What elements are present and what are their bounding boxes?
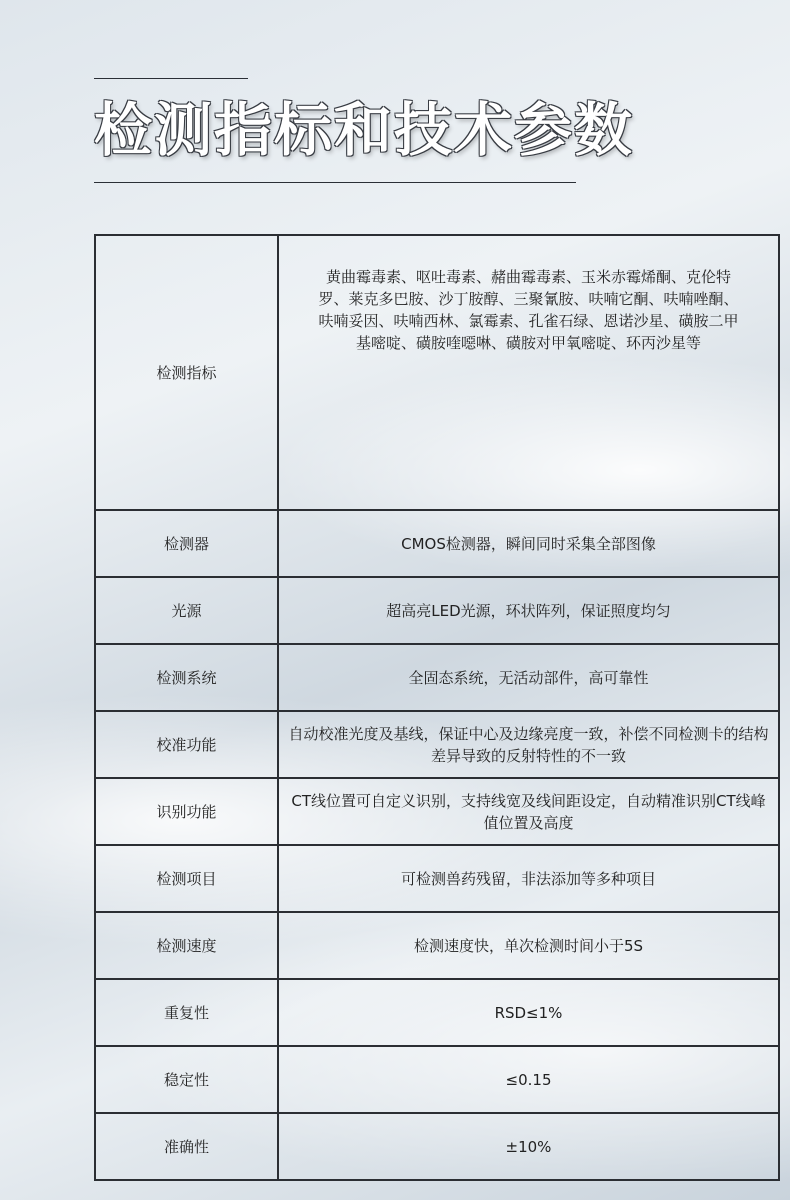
row-value: 自动校准光度及基线，保证中心及边缘亮度一致，补偿不同检测卡的结构差异导致的反射特性的不一致: [278, 711, 779, 778]
table-row: [95, 577, 779, 644]
row-value: RSD≤1%: [278, 979, 779, 1046]
table-row: [95, 1113, 779, 1180]
table-row: [95, 979, 779, 1046]
table-row: [95, 845, 779, 912]
spec-table: [94, 234, 780, 1181]
row-label: 稳定性: [95, 1046, 278, 1113]
row-label: 光源: [95, 577, 278, 644]
table-row: [95, 912, 779, 979]
table-row: [95, 1046, 779, 1113]
row-value: CT线位置可自定义识别，支持线宽及线间距设定，自动精准识别CT线峰值位置及高度: [278, 778, 779, 845]
row-value: 检测速度快，单次检测时间小于5S: [278, 912, 779, 979]
row-label: 重复性: [95, 979, 278, 1046]
title-bottom-rule: [94, 182, 576, 183]
table-row: [95, 778, 779, 845]
row-value: ≤0.15: [278, 1046, 779, 1113]
row-value: 超高亮LED光源，环状阵列，保证照度均匀: [278, 577, 779, 644]
page-title: 检测指标和技术参数: [94, 96, 635, 164]
row-label: 检测器: [95, 510, 278, 577]
row-value: 可检测兽药残留，非法添加等多种项目: [278, 845, 779, 912]
row-label: 准确性: [95, 1113, 278, 1180]
row-value: 全固态系统，无活动部件，高可靠性: [278, 644, 779, 711]
table-row: [95, 235, 779, 510]
row-label: 检测系统: [95, 644, 278, 711]
row-value: CMOS检测器，瞬间同时采集全部图像: [278, 510, 779, 577]
row-value: ±10%: [278, 1113, 779, 1180]
row-label: 检测速度: [95, 912, 278, 979]
row-label: 检测指标: [95, 235, 278, 510]
table-row: [95, 510, 779, 577]
row-label: 检测项目: [95, 845, 278, 912]
table-row: [95, 711, 779, 778]
row-value: 黄曲霉毒素、呕吐毒素、赭曲霉毒素、玉米赤霉烯酮、克伦特罗、莱克多巴胺、沙丁胺醇、三聚氰胺、呋喃它酮、呋喃唑酮、呋喃妥因、呋喃西林、氯霉素、孔雀石绿、恩诺沙星、磺胺二甲基嘧啶、磺胺喹噁啉、磺胺对甲氧嘧啶、环丙沙星等: [278, 235, 779, 510]
title-top-rule: [94, 78, 248, 79]
row-label: 识别功能: [95, 778, 278, 845]
table-row: [95, 644, 779, 711]
row-label: 校准功能: [95, 711, 278, 778]
